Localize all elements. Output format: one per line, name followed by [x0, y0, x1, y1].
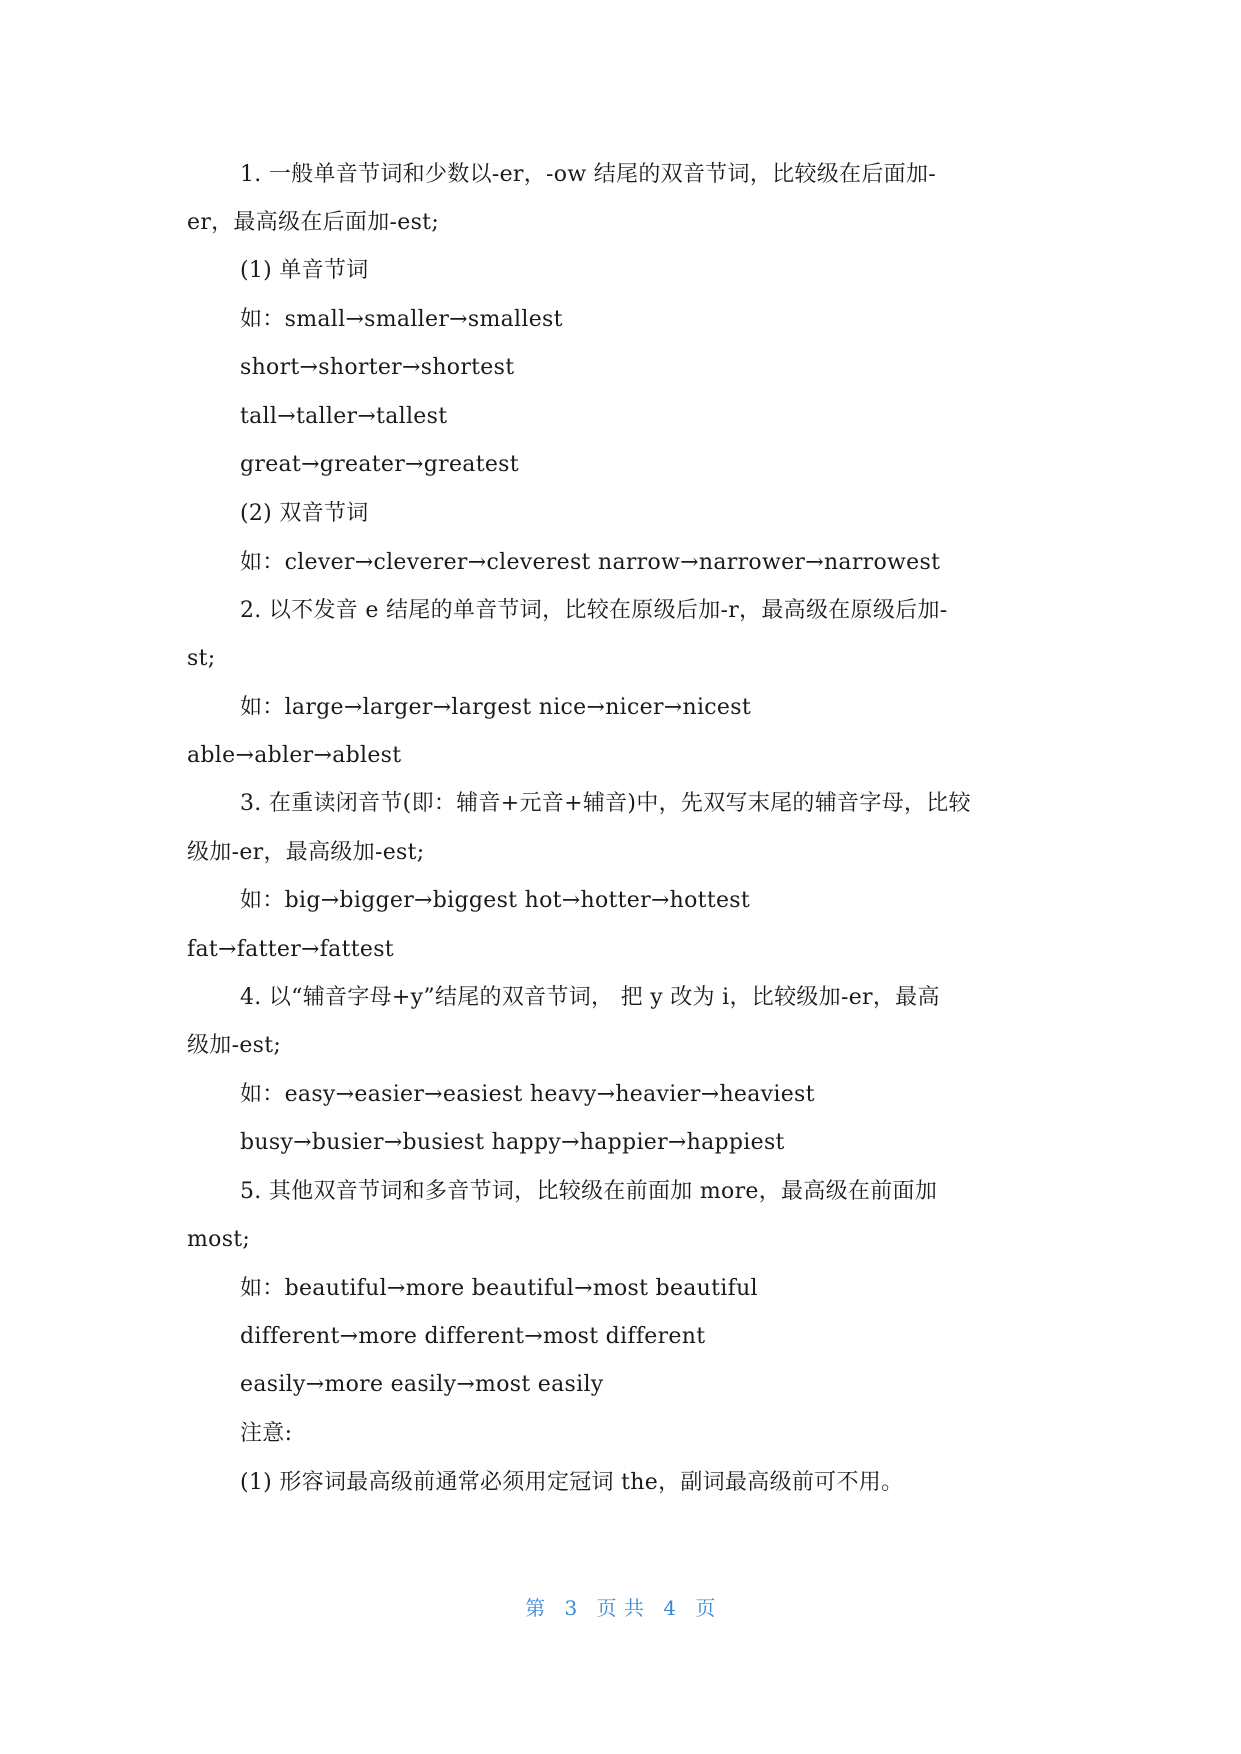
example-line: tall→taller→tallest [240, 404, 448, 429]
rule-1-line-2: er，最高级在后面加-est; [187, 210, 440, 235]
subheading-monosyllabic: (1) 单音节词 [240, 258, 369, 283]
example-line: short→shorter→shortest [240, 355, 515, 380]
note-item-1: (1) 形容词最高级前通常必须用定冠词 the，副词最高级前可不用。 [240, 1470, 904, 1495]
rule-2-line-2: st; [187, 646, 216, 671]
example-line: 如：easy→easier→easiest heavy→heavier→heaviest [240, 1082, 815, 1107]
rule-4-line-2: 级加-est; [187, 1033, 282, 1058]
page-footer [0, 1594, 1241, 1622]
example-line: busy→busier→busiest happy→happier→happiest [240, 1130, 785, 1155]
example-line: easily→more easily→most easily [240, 1372, 604, 1397]
rule-3-line-2: 级加-er，最高级加-est; [187, 840, 425, 865]
example-line: 如：big→bigger→biggest hot→hotter→hottest [240, 888, 751, 913]
rule-5-line-2: most; [187, 1227, 251, 1252]
example-line: fat→fatter→fattest [187, 937, 394, 962]
rule-1-line-1: 1. 一般单音节词和少数以-er，-ow 结尾的双音节词，比较级在后面加- [240, 162, 936, 187]
example-line: able→abler→ablest [187, 743, 402, 768]
note-heading: 注意: [240, 1421, 293, 1446]
rule-5-line-1: 5. 其他双音节词和多音节词，比较级在前面加 more，最高级在前面加 [240, 1179, 938, 1204]
rule-4-line-1: 4. 以“辅音字母+y”结尾的双音节词， 把 y 改为 i，比较级加-er，最高 [240, 985, 940, 1010]
rule-3-line-1: 3. 在重读闭音节(即：辅音+元音+辅音)中，先双写末尾的辅音字母，比较 [240, 791, 971, 816]
footer-middle: 页 共 [596, 1596, 645, 1620]
example-line: great→greater→greatest [240, 452, 519, 477]
footer-prefix: 第 [525, 1596, 546, 1620]
footer-suffix: 页 [695, 1596, 716, 1620]
example-line: different→more different→most different [240, 1324, 706, 1349]
example-line: 如：clever→cleverer→cleverest narrow→narrower→narrowest [240, 550, 941, 575]
example-line: 如：large→larger→largest nice→nicer→nicest [240, 695, 751, 720]
subheading-disyllabic: (2) 双音节词 [240, 501, 369, 526]
total-pages-number: 4 [663, 1596, 677, 1620]
example-line: 如：small→smaller→smallest [240, 307, 563, 332]
rule-2-line-1: 2. 以不发音 e 结尾的单音节词，比较在原级后加-r，最高级在原级后加- [240, 598, 948, 623]
example-line: 如：beautiful→more beautiful→most beautiful [240, 1276, 758, 1301]
current-page-number: 3 [564, 1596, 578, 1620]
